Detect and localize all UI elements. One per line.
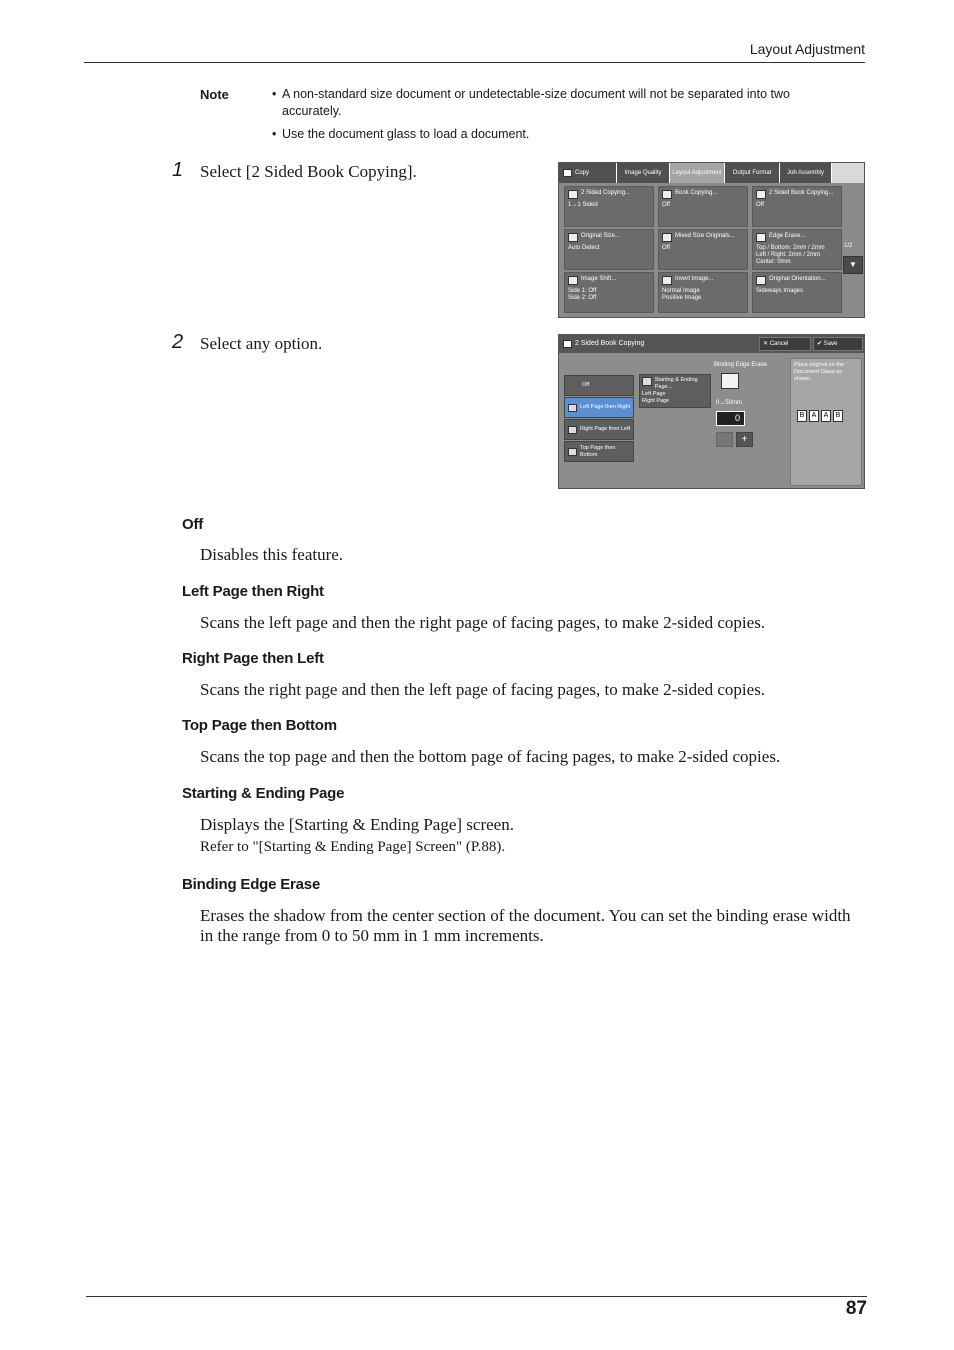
button-title: Mixed Size Originals...: [675, 233, 735, 239]
tab-label: Job Assembly: [786, 169, 825, 176]
note-text: Use the document glass to load a document.: [282, 127, 530, 141]
decrement-button[interactable]: [716, 432, 733, 447]
option-top-page-then-bottom[interactable]: [564, 441, 634, 462]
binding-erase-value-field[interactable]: 0: [716, 411, 745, 426]
cancel-label: Cancel: [769, 341, 789, 347]
step-number: 2: [172, 331, 184, 353]
tab-output-format[interactable]: [725, 163, 780, 183]
button-value: Auto Detect: [568, 245, 600, 251]
binding-erase-icon: [721, 373, 739, 389]
tab-bar: [559, 163, 864, 183]
page-letter: A: [809, 410, 819, 422]
top-bottom-icon: [568, 448, 577, 456]
tab-label: Output Format: [732, 169, 772, 176]
invert-image-button[interactable]: [658, 272, 748, 313]
save-button[interactable]: [813, 337, 863, 351]
tab-label: Image Quality: [624, 169, 662, 176]
note-label: Note: [200, 87, 229, 102]
increment-button[interactable]: +: [736, 432, 753, 447]
original-orientation-button[interactable]: [752, 272, 842, 313]
bullet: •: [272, 87, 277, 101]
image-shift-icon: [568, 276, 578, 285]
button-value: Top / Bottom: 2mm / 2mm Left / Right: 2mm / 2mm Center: 0mm: [756, 245, 825, 265]
original-size-icon: [568, 233, 578, 242]
section-text: Scans the right page and then the left page of facing pages, to make 2-sided copies.: [200, 680, 766, 699]
button-title: Starting & Ending Page...: [654, 377, 698, 390]
invert-image-icon: [662, 276, 672, 285]
note-item: [272, 126, 832, 143]
section-text: Disables this feature.: [200, 545, 344, 564]
section-heading: Top Page then Bottom: [182, 717, 337, 734]
dialog-title: 2 Sided Book Copying: [575, 340, 645, 347]
book-icon: [563, 340, 572, 348]
mixed-size-originals-button[interactable]: [658, 229, 748, 270]
step-number: 1: [172, 159, 184, 181]
cross-reference: Refer to "[Starting & Ending Page] Screen" (P.88).: [200, 839, 506, 855]
tab-layout-adjustment[interactable]: [670, 163, 725, 183]
section-heading: Starting & Ending Page: [182, 785, 345, 802]
cancel-button[interactable]: [759, 337, 811, 351]
two-sided-copying-button[interactable]: [564, 186, 654, 227]
tab-label: Copy: [575, 169, 590, 176]
right-left-icon: [568, 426, 577, 434]
book-icon: [642, 377, 652, 386]
page-indicator: 1/2: [844, 243, 853, 249]
section-heading: Off: [182, 516, 204, 533]
button-title: Original Orientation...: [769, 276, 826, 282]
page-letter: A: [821, 410, 831, 422]
left-right-icon: [568, 404, 577, 412]
button-value: Off: [662, 202, 670, 208]
chevron-down-icon: ▼: [849, 260, 857, 269]
instruction-panel: [790, 358, 862, 486]
page-letter: B: [833, 410, 843, 422]
section-text: Scans the left page and then the right page of facing pages, to make 2-sided copies.: [200, 613, 766, 632]
button-value: Off: [662, 245, 670, 251]
original-size-button[interactable]: [564, 229, 654, 270]
binding-range: 0↔50mm: [716, 400, 743, 406]
instruction-text: Place original on the Document Glass as shown.: [794, 362, 844, 382]
button-value: Left Page Right Page: [642, 391, 670, 404]
book-copying-button[interactable]: [658, 186, 748, 227]
save-label: Save: [823, 341, 838, 347]
edge-erase-button[interactable]: [752, 229, 842, 270]
two-sided-book-copying-screenshot: [558, 334, 865, 489]
tab-label: Layout Adjustment: [672, 169, 722, 176]
mixed-size-icon: [662, 233, 672, 242]
section-heading: Left Page then Right: [182, 583, 324, 600]
image-shift-button[interactable]: [564, 272, 654, 313]
copy-icon: [563, 169, 572, 177]
binding-edge-erase-label: Binding Edge Erase: [714, 362, 768, 368]
close-icon: ✕: [763, 341, 770, 347]
button-title: 2 Sided Book Copying...: [769, 190, 834, 196]
button-value: Side 1: Off Side 2: Off: [568, 288, 597, 301]
button-title: Original Size...: [581, 233, 621, 239]
option-label: Off: [582, 382, 590, 388]
step-text: Select any option.: [200, 334, 323, 353]
section-heading: Right Page then Left: [182, 650, 324, 667]
section-heading: Binding Edge Erase: [182, 876, 321, 893]
option-label: Top Page then Bottom: [580, 444, 616, 458]
checkmark-icon: ✔: [817, 341, 824, 347]
button-title: Image Shift...: [581, 276, 617, 282]
tab-image-quality[interactable]: [617, 163, 670, 183]
option-left-page-then-right[interactable]: [564, 397, 634, 418]
tab-copy[interactable]: [559, 163, 617, 183]
button-value: Sideways Images: [756, 288, 804, 294]
two-sided-book-copying-button[interactable]: [752, 186, 842, 227]
option-label: Left Page then Right: [580, 404, 631, 410]
edge-erase-icon: [756, 233, 766, 242]
section-text: Scans the top page and then the bottom page of facing pages, to make 2-sided copies.: [200, 747, 781, 766]
button-title: Book Copying...: [675, 190, 718, 196]
note-item: [272, 86, 832, 120]
two-sided-icon: [568, 190, 578, 199]
option-off[interactable]: [564, 375, 634, 396]
footer-rule: [86, 1296, 867, 1297]
page-number: 87: [845, 1298, 867, 1319]
section-text: Erases the shadow from the center section of the document. You can set the binding erase width in the range from 0 to 50 mm in 1 mm increments.: [200, 906, 851, 945]
bullet: •: [272, 127, 277, 141]
copy-screen-screenshot: [558, 162, 865, 318]
option-label: Right Page then Left: [580, 426, 631, 432]
book-icon: [662, 190, 672, 199]
button-value: 1→1 Sided: [568, 202, 598, 208]
button-title: 2 Sided Copying...: [581, 190, 631, 196]
section-text: Displays the [Starting & Ending Page] screen.: [200, 815, 514, 834]
tab-job-assembly[interactable]: [780, 163, 832, 183]
two-sided-book-icon: [756, 190, 766, 199]
note-text: A non-standard size document or undetectable-size document will not be separated into two accurately.: [282, 87, 790, 118]
running-header: Layout Adjustment: [749, 41, 865, 57]
option-right-page-then-left[interactable]: [564, 419, 634, 440]
orientation-icon: [756, 276, 766, 285]
button-title: Edge Erase...: [769, 233, 806, 239]
button-value: Off: [756, 202, 764, 208]
header-rule: [84, 62, 865, 63]
starting-ending-page-button[interactable]: [639, 374, 711, 408]
page-letter: B: [797, 410, 807, 422]
scroll-down-button[interactable]: [843, 256, 863, 274]
step-text: Select [2 Sided Book Copying].: [200, 162, 417, 181]
button-title: Invert Image...: [675, 276, 714, 282]
button-value: Normal Image Positive Image: [662, 288, 702, 301]
document-placement-illustration: [797, 410, 843, 422]
